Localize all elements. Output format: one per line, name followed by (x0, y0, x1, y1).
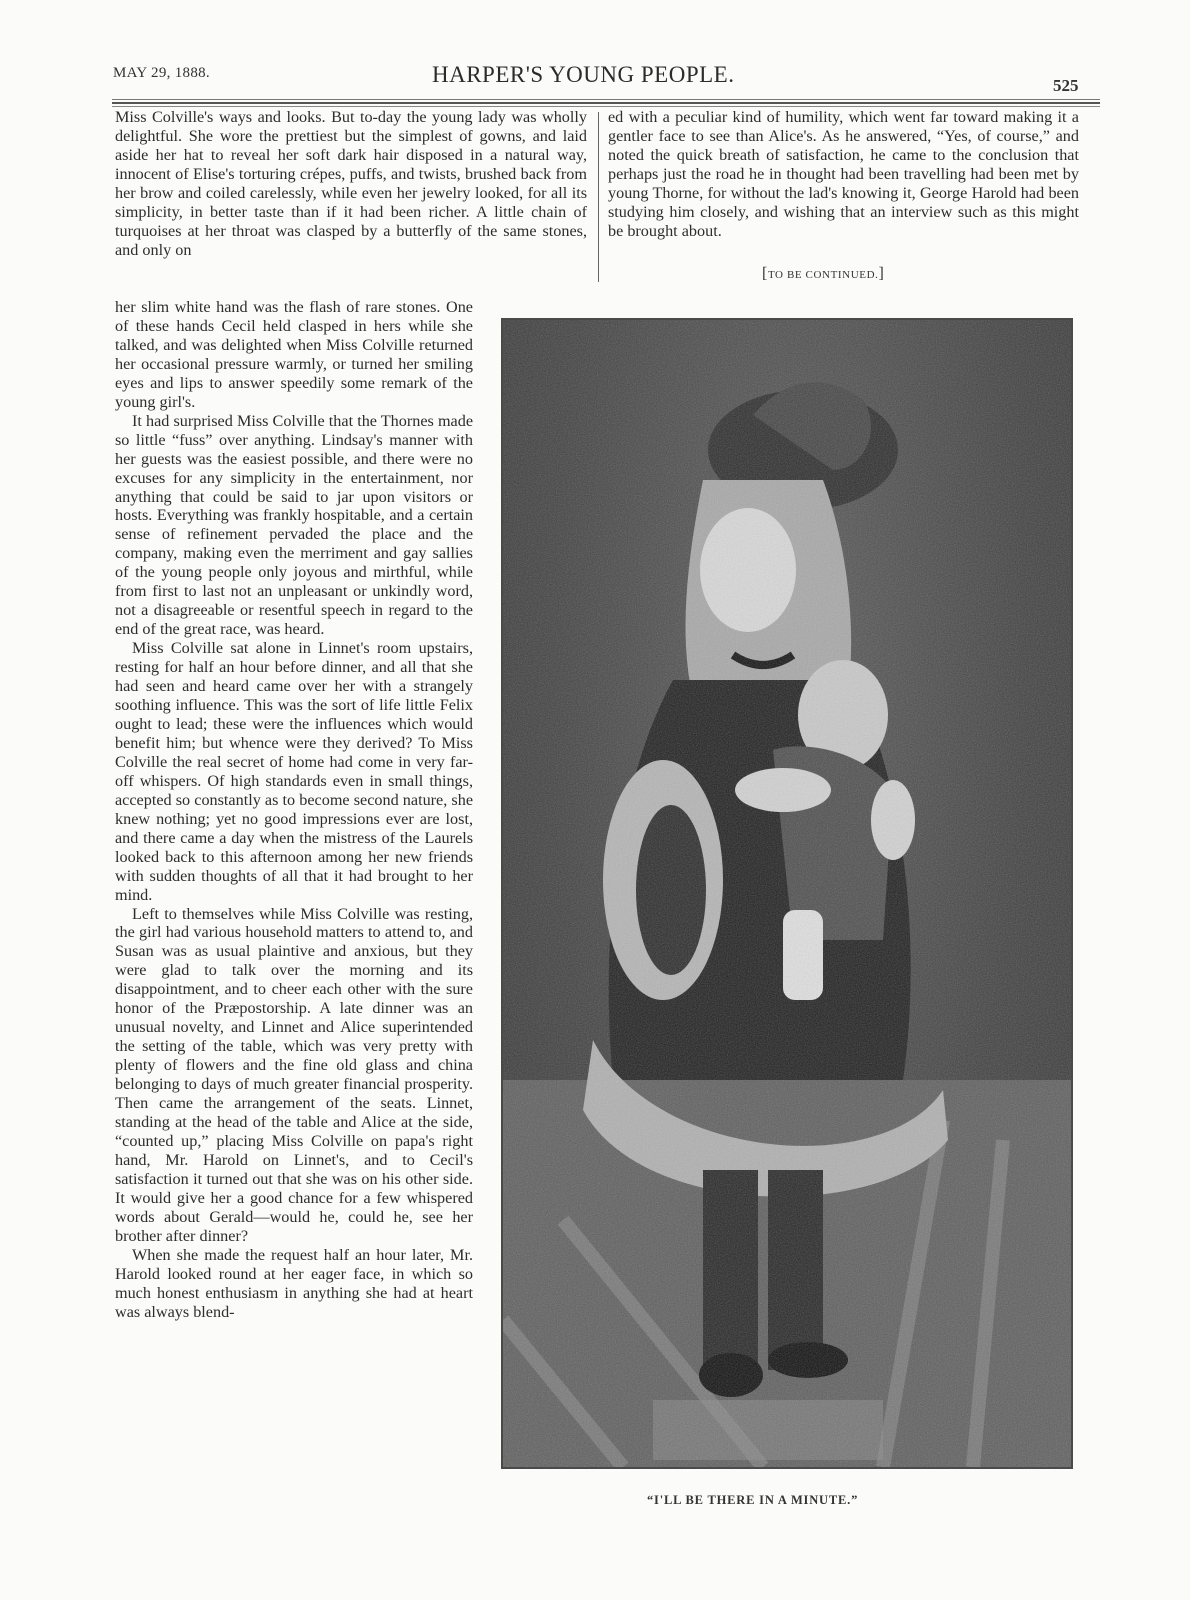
to-be-continued-note: [TO BE CONTINUED.] (762, 265, 885, 282)
paragraph: Miss Colville sat alone in Linnet's room upstairs, resting for half an hour before dinner, and all that she had seen and heard came over her with a strangely soothing influence. This was the sort of life little Felix ought to lead; these were the influences which would benefit him; but whence were they derived? To Miss Colville the real secret of home had come in very far-off whispers. Of high standards even in small things, accepted so constantly as to become second nature, she knew nothing; yet no good impressions ever are lost, and there came a day when the mistress of the Laurels looked back to this afternoon among her new friends with sudden thoughts of all that it had brought to her mind. (115, 639, 473, 904)
left-column-narrow (115, 298, 473, 1321)
girl-with-doll-illustration (503, 320, 1071, 1467)
column-divider (598, 112, 599, 282)
paragraph: Left to themselves while Miss Colville was resting, the girl had various household matters to attend to, and Susan was as usual plaintive and anxious, but they were glad to talk over the morning and its disappointment, and to cheer each other with the sure honor of the Præpostorship. A late dinner was an unusual novelty, and Linnet and Alice superintended the setting of the table, which was very pretty with plenty of flowers and the fine old glass and china belonging to days of much greater financial prosperity. Then came the arrangement of the seats. Linnet, standing at the head of the table and Alice at the side, “counted up,” placing Miss Colville on papa's right hand, Mr. Harold on Linnet's, and to Cecil's satisfaction it turned out that she was on his other side. It would give her a good chance for a few whispered words about Gerald—would he, could he, see her brother after dinner? (115, 904, 473, 1245)
illustration-caption: “I'LL BE THERE IN A MINUTE.” (647, 1493, 859, 1507)
publication-title: HARPER'S YOUNG PEOPLE. (432, 62, 735, 87)
paragraph: When she made the request half an hour later, Mr. Harold looked round at her eager face, in which so much honest enthusiasm in anything she had at heart was always blend- (115, 1245, 473, 1321)
header-rule (112, 106, 1100, 107)
paragraph: ed with a peculiar kind of humility, which went far toward making it a gentler face to see than Alice's. As he answered, “Yes, of course,” and noted the quick breath of satisfaction, he came to the conclusion that perhaps just the road he in thought had been travelling had been met by young Thorne, for without the lad's knowing it, George Harold had been studying him closely, and wishing that an interview such as this might be brought about. (608, 108, 1079, 240)
right-column (608, 108, 1079, 241)
left-column-top (115, 108, 587, 260)
paragraph: Miss Colville's ways and looks. But to-day the young lady was wholly delightful. She wore the prettiest but the simplest of gowns, and laid aside her hat to reveal her soft dark hair disposed in a natural way, innocent of Elise's torturing crépes, puffs, and twists, brushed back from her brow and coiled carelessly, while even her jewelry looked, for all its simplicity, in better taste than if it had been richer. A little chain of turquoises at her throat was clasped by a butterfly of the same stones, and only on (115, 108, 587, 259)
page-number: 525 (1053, 76, 1079, 95)
header-rule (112, 99, 1100, 100)
paragraph: It had surprised Miss Colville that the Thornes made so little “fuss” over anything. Lindsay's manner with her guests was the easiest possible, and there were no excuses for any simplicity in the entertainment, nor anything that could be said to jar upon visitors or hosts. Everything was frankly hospitable, and a certain sense of refinement pervaded the place and the company, making even the merriment and gay sallies of the young people only joyous and mirthful, while from first to last not an unpleasant or unkindly word, not a disagreeable or resentful speech in regard to the end of the great race, was heard. (115, 411, 473, 639)
issue-date: MAY 29, 1888. (113, 65, 210, 81)
illustration (501, 318, 1073, 1469)
header-rule (112, 102, 1100, 104)
paragraph: her slim white hand was the flash of rare stones. One of these hands Cecil held clasped in hers while she talked, and was delighted when Miss Colville returned her occasional pressure warmly, or turned her smiling eyes and lips to answer speedily some remark of the young girl's. (115, 298, 473, 411)
to-be-continued-text: TO BE CONTINUED. (767, 269, 879, 281)
